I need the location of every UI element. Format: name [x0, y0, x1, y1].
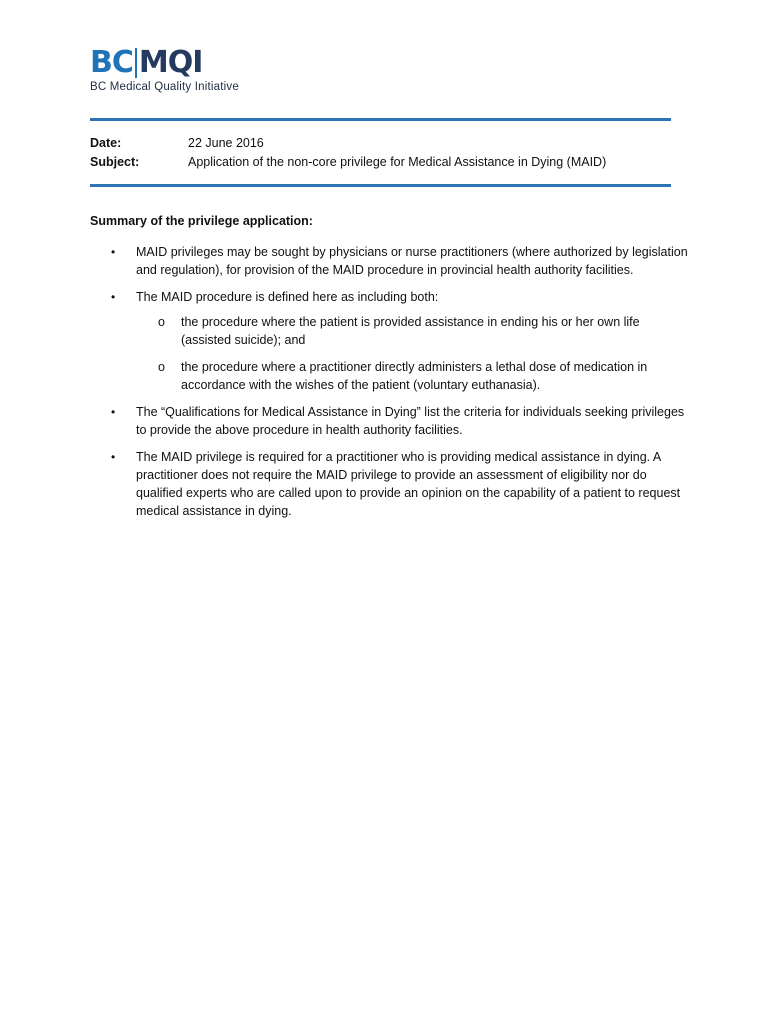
bullet-icon: •	[111, 245, 116, 259]
date-label: Date:	[90, 136, 122, 150]
list-item	[90, 448, 690, 520]
sub-list-item-text: the procedure where the patient is provided assistance in ending his or her own life (assisted suicide); and	[181, 315, 640, 347]
sub-bullet-icon: o	[158, 315, 165, 329]
subject-row	[90, 154, 606, 170]
list-item-text: The MAID privilege is required for a practitioner who is providing medical assistance in dying. A practitioner does not require the MAID privilege to provide an assessment of eligibility nor do qualified experts who are called upon to provide an opinion on the capability of a patient to request medical assistance in dying.	[136, 450, 681, 518]
list-item	[90, 243, 690, 279]
list-item-text: The MAID procedure is defined here as including both:	[136, 290, 439, 304]
sub-list-item	[136, 313, 690, 349]
sub-list-item-text: the procedure where a practitioner directly administers a lethal dose of medication in accordance with the wishes of the patient (voluntary euthanasia).	[181, 360, 648, 392]
bcmqi-logo	[90, 45, 260, 96]
subject-label: Subject:	[90, 155, 140, 169]
bullet-icon: •	[111, 405, 116, 419]
sub-list	[136, 313, 690, 394]
logo-wordmark	[90, 45, 260, 80]
logo-mqi-text: MQI	[138, 45, 203, 80]
header-rule-bottom	[90, 184, 671, 187]
bullet-icon: •	[111, 290, 116, 304]
list-item	[90, 288, 690, 394]
summary-heading: Summary of the privilege application:	[90, 214, 313, 228]
date-row	[90, 135, 264, 151]
logo-divider	[135, 48, 137, 78]
logo-tagline: BC Medical Quality Initiative	[90, 81, 239, 93]
date-value: 22 June 2016	[188, 136, 264, 150]
sub-bullet-icon: o	[158, 360, 165, 374]
summary-list	[90, 243, 690, 529]
header-rule-top	[90, 118, 671, 121]
list-item-text: MAID privileges may be sought by physicians or nurse practitioners (where authorized by legislation and regulation), for provision of the MAID procedure in provincial health authority facilities.	[136, 245, 688, 277]
bullet-icon: •	[111, 450, 116, 464]
sub-list-item	[136, 358, 690, 394]
logo-bc-text: BC	[90, 45, 133, 80]
subject-value: Application of the non-core privilege for Medical Assistance in Dying (MAID)	[188, 155, 607, 169]
list-item	[90, 403, 690, 439]
list-item-text: The “Qualifications for Medical Assistance in Dying” list the criteria for individuals seeking privileges to provide the above procedure in health authority facilities.	[136, 405, 685, 437]
